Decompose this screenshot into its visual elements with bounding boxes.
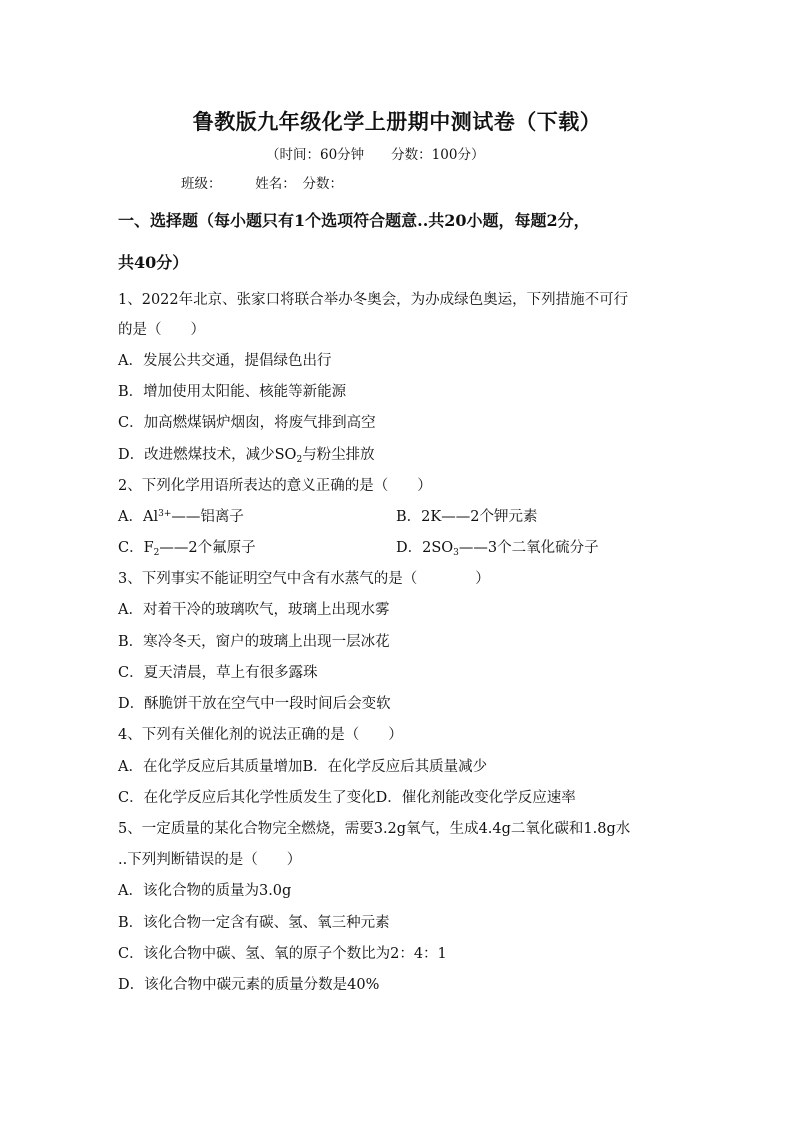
q1-option-d xyxy=(118,445,375,465)
q5-option-d: D．该化合物中碳元素的质量分数是40% xyxy=(118,977,380,993)
q5-stem-line1: 5、一定质量的某化合物完全燃烧，需要3.2g氧气，生成4.4g二氧化碳和1.8g水 xyxy=(118,821,631,837)
section-heading-line1: 一、选择题（每小题只有1个选项符合题意..共20小题，每题2分， xyxy=(118,211,590,230)
q4-options-ab: A．在化学反应后其质量增加B．在化学反应后其质量减少 xyxy=(118,759,488,775)
q1-option-d-subscript: 2 xyxy=(296,455,303,465)
q3-option-d: D．酥脆饼干放在空气中一段时间后会变软 xyxy=(118,696,391,712)
q2-stem: 2、下列化学用语所表达的意义正确的是（ ） xyxy=(118,478,432,494)
q3-option-c: C．夏天清晨，草上有很多露珠 xyxy=(118,665,318,681)
q2-option-a-tail: ——铝离子 xyxy=(171,509,244,525)
q2-option-a xyxy=(118,509,244,525)
q1-stem-line2: 的是（ ） xyxy=(118,322,205,338)
section-heading-line2: 共40分） xyxy=(118,253,189,272)
q2-option-c-text: C．F xyxy=(118,540,154,556)
q2-option-a-text: A．Al xyxy=(118,509,159,525)
q2-options-row2 xyxy=(118,538,678,558)
q1-option-c: C．加高燃煤锅炉烟囱，将废气排到高空 xyxy=(118,415,376,431)
q2-option-b: B．2K——2个钾元素 xyxy=(396,509,538,525)
q5-option-c: C．该化合物中碳、氢、氧的原子个数比为2：4：1 xyxy=(118,946,447,962)
q1-option-a: A．发展公共交通，提倡绿色出行 xyxy=(118,353,332,369)
q1-option-d-tail: 与粉尘排放 xyxy=(302,447,375,463)
q2-option-d-text: D．2SO xyxy=(396,540,454,556)
q4-options-cd: C．在化学反应后其化学性质发生了变化D．催化剂能改变化学反应速率 xyxy=(118,790,576,806)
q2-options-row1 xyxy=(118,507,678,527)
q4-stem: 4、下列有关催化剂的说法正确的是（ ） xyxy=(118,727,403,743)
exam-info: （时间：60分钟 分数：100分） xyxy=(266,147,485,163)
q2-option-d-subscript: 3 xyxy=(453,548,459,558)
q1-option-b: B．增加使用太阳能、核能等新能源 xyxy=(118,384,347,400)
q2-option-d-tail: ——3个二氧化硫分子 xyxy=(458,540,599,556)
q5-stem-line2: ..下列判断错误的是（ ） xyxy=(118,852,302,868)
q5-option-b: B．该化合物一定含有碳、氢、氧三种元素 xyxy=(118,915,390,931)
q2-option-c xyxy=(118,540,256,556)
q3-option-a: A．对着干冷的玻璃吹气，玻璃上出现水雾 xyxy=(118,602,390,618)
q3-stem: 3、下列事实不能证明空气中含有水蒸气的是（ ） xyxy=(118,571,490,587)
q2-option-c-tail: ——2个氟原子 xyxy=(159,540,256,556)
q1-stem-line1: 1、2022年北京、张家口将联合举办冬奥会，为办成绿色奥运，下列措施不可行 xyxy=(118,292,629,308)
q3-option-b: B．寒冷冬天，窗户的玻璃上出现一层冰花 xyxy=(118,634,390,650)
q2-option-c-subscript: 2 xyxy=(153,548,160,558)
q2-option-a-superscript: 3+ xyxy=(158,509,172,519)
page-title: 鲁教版九年级化学上册期中测试卷（下载） xyxy=(192,109,602,134)
q5-option-a: A．该化合物的质量为3.0g xyxy=(118,883,292,899)
q1-option-d-text: D．改进燃煤技术，减少SO xyxy=(118,447,297,463)
student-info: 班级： 姓名： 分数： xyxy=(181,176,343,192)
q2-option-d xyxy=(396,538,599,558)
